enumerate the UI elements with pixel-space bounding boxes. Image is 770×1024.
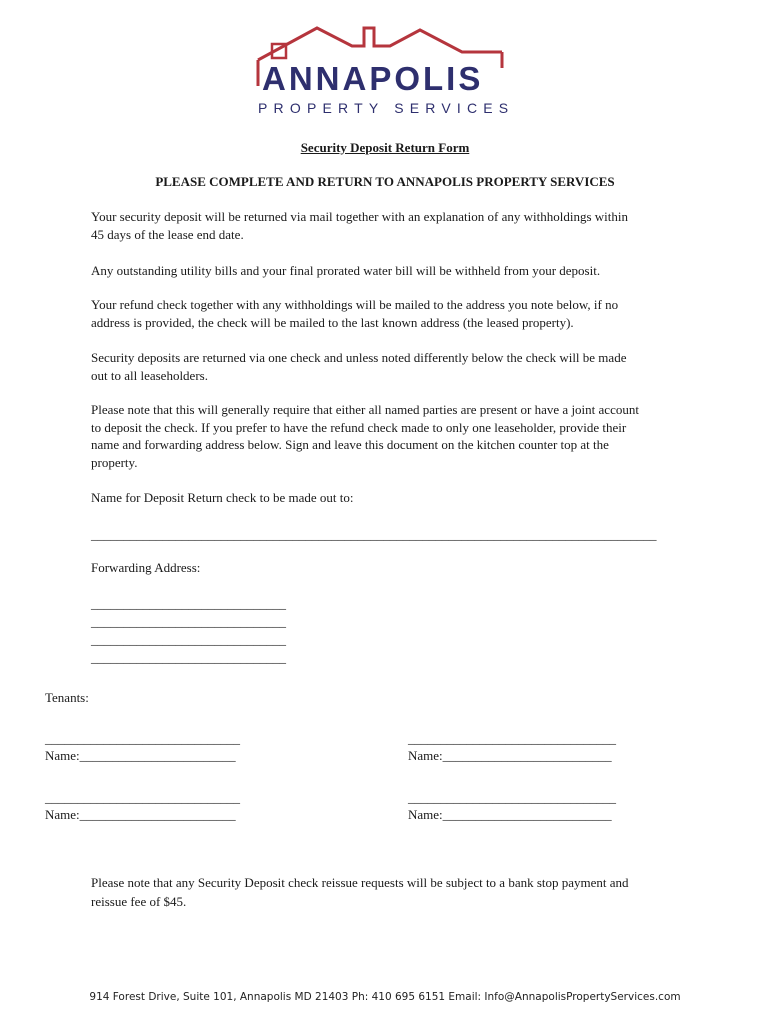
paragraph-line: reissue fee of $45. bbox=[91, 894, 187, 909]
paragraph-line: property. bbox=[91, 454, 138, 470]
reissue-fee-note bbox=[91, 873, 691, 911]
paragraph-line: Any outstanding utility bills and your final prorated water bill will be withheld from your deposit. bbox=[91, 263, 601, 278]
paragraph-line: Please note that this will generally require that either all named parties are present or have a joint account bbox=[91, 402, 639, 417]
paragraph-refund-address bbox=[91, 296, 691, 331]
paragraph-line: to deposit the check. If you prefer to have the refund check made to only one leaseholder, provide their bbox=[91, 419, 627, 435]
paragraph-line: Your refund check together with any withholdings will be mailed to the address you note below, if no bbox=[91, 297, 619, 312]
tenant-1-name-field[interactable]: Name:________________________ bbox=[45, 748, 236, 763]
tenant-3-name-field[interactable]: Name:________________________ bbox=[45, 807, 236, 822]
form-title: Security Deposit Return Form bbox=[300, 140, 470, 155]
paragraph-line: name and forwarding address below. Sign and leave this document on the kitchen counter top at the bbox=[91, 437, 609, 452]
paragraph-line: Your security deposit will be returned via mail together with an explanation of any withholdings within bbox=[91, 209, 628, 224]
company-logo bbox=[252, 22, 522, 122]
house-roof-icon bbox=[252, 22, 522, 122]
address-line-2[interactable]: ______________________________ bbox=[91, 614, 286, 629]
address-line-1[interactable]: ______________________________ bbox=[91, 596, 286, 611]
paragraph-joint-account bbox=[91, 401, 691, 471]
address-line-3[interactable]: ______________________________ bbox=[91, 632, 286, 647]
paragraph-one-check bbox=[91, 349, 691, 384]
tenants-label: Tenants: bbox=[45, 690, 89, 705]
paragraph-line: 45 days of the lease end date. bbox=[91, 226, 244, 242]
paragraph-line: Please note that any Security Deposit check reissue requests will be subject to a bank stop payment and bbox=[91, 875, 629, 890]
tenant-4-signature-line[interactable]: ________________________________ bbox=[408, 790, 616, 805]
deposit-name-label: Name for Deposit Return check to be made out to: bbox=[91, 490, 354, 505]
paragraph-return-by-mail bbox=[91, 208, 691, 243]
logo-name: ANNAPOLIS bbox=[262, 60, 484, 97]
paragraph-line: out to all leaseholders. bbox=[91, 367, 208, 383]
logo-tagline: PROPERTY SERVICES bbox=[258, 100, 515, 116]
form-subtitle: PLEASE COMPLETE AND RETURN TO ANNAPOLIS PROPERTY SERVICES bbox=[155, 174, 615, 189]
tenant-3-signature-line[interactable]: ______________________________ bbox=[45, 790, 240, 805]
tenant-2-signature-line[interactable]: ________________________________ bbox=[408, 731, 616, 746]
footer-contact-info: 914 Forest Drive, Suite 101, Annapolis MD 21403 Ph: 410 695 6151 Email: Info@AnnapolisPropertyServices.com bbox=[89, 991, 681, 1003]
deposit-name-field[interactable]: _______________________________________________________________________________________ bbox=[91, 527, 657, 542]
paragraph-line: Security deposits are returned via one check and unless noted differently below the check will be made bbox=[91, 350, 627, 365]
address-line-4[interactable]: ______________________________ bbox=[91, 650, 286, 665]
paragraph-utility-bills bbox=[91, 262, 691, 280]
forwarding-address-label: Forwarding Address: bbox=[91, 560, 201, 575]
tenant-1-signature-line[interactable]: ______________________________ bbox=[45, 731, 240, 746]
tenant-4-name-field[interactable]: Name:__________________________ bbox=[408, 807, 612, 822]
paragraph-line: address is provided, the check will be mailed to the last known address (the leased property). bbox=[91, 314, 574, 330]
tenant-2-name-field[interactable]: Name:__________________________ bbox=[408, 748, 612, 763]
